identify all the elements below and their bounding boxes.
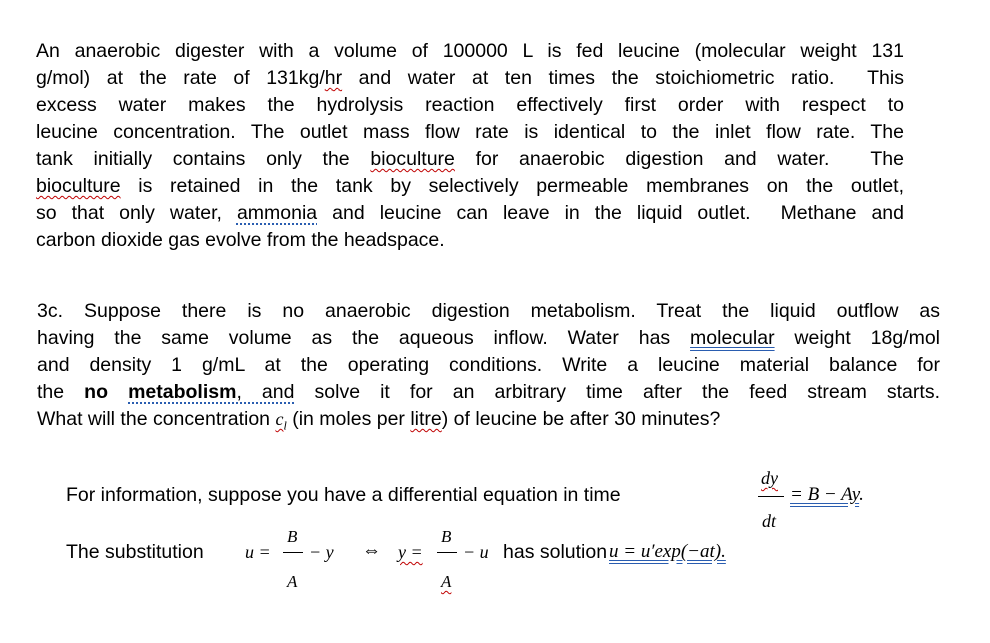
- context-line-7: so that only water, ammonia and leucine can leave in the liquid outlet. Methane and: [36, 202, 904, 224]
- frac1-denominator: A: [287, 572, 298, 591]
- question-line-3: and density 1 g/mL at the operating conditions. Write a leucine material balance for: [37, 354, 940, 376]
- context-line-1: An anaerobic digester with a volume of 100000 L is fed leucine (molecular weight 131: [36, 40, 904, 62]
- question-3c-paragraph: [37, 298, 940, 440]
- hr-unit: hr: [324, 67, 343, 89]
- frac2-denominator: A: [441, 572, 452, 591]
- info-text: For information, suppose you have a differential equation in time: [66, 484, 621, 506]
- question-line-5: What will the concentration $c_l$ (in moles per litre) of leucine be after 30 minutes?: [37, 408, 721, 433]
- minus-u: − u: [463, 542, 489, 562]
- y-equals: y =: [398, 542, 423, 562]
- frac2-numerator: B: [441, 527, 452, 546]
- concentration-symbol: $c_l$: [275, 409, 287, 433]
- question-line-4: the no metabolism, and solve it for an arbitrary time after the feed stream starts.: [37, 381, 940, 403]
- context-line-5: tank initially contains only the bioculture for anaerobic digestion and water. The: [36, 148, 904, 170]
- frac2-bar: [437, 552, 457, 553]
- solution-formula: u = u′exp(−at).: [609, 541, 726, 562]
- minus-y: − y: [309, 542, 334, 562]
- dy-numerator: dy: [761, 468, 778, 488]
- dt-denominator: dt: [762, 511, 777, 531]
- problem-context-paragraph: [36, 38, 904, 254]
- ode-rhs: = B − Ay.: [790, 484, 864, 505]
- context-line-6: bioculture is retained in the tank by selectively permeable membranes on the outlet,: [36, 175, 904, 197]
- has-solution-text: has solution: [503, 541, 608, 563]
- u-equals: u =: [245, 542, 271, 562]
- context-line-3: excess water makes the hydrolysis reaction effectively first order with respect to: [36, 94, 904, 116]
- question-line-1: 3c. Suppose there is no anaerobic digestion metabolism. Treat the liquid outflow as: [37, 300, 940, 322]
- dydt-fraction-bar: [758, 496, 784, 497]
- iff-symbol: ⇔: [362, 540, 381, 561]
- context-line-2: g/mol) at the rate of 131kg/hr and water at ten times the stoichiometric ratio. This: [36, 67, 904, 89]
- question-line-2: having the same volume as the aqueous inflow. Water has molecular weight 18g/mol: [37, 327, 941, 349]
- context-line-4: leucine concentration. The outlet mass flow rate is identical to the inlet flow rate. The: [36, 121, 904, 143]
- context-line-8: carbon dioxide gas evolve from the headspace.: [36, 229, 445, 251]
- frac1-numerator: B: [287, 527, 298, 546]
- substitution-text: The substitution: [66, 541, 204, 563]
- frac1-bar: [283, 552, 303, 553]
